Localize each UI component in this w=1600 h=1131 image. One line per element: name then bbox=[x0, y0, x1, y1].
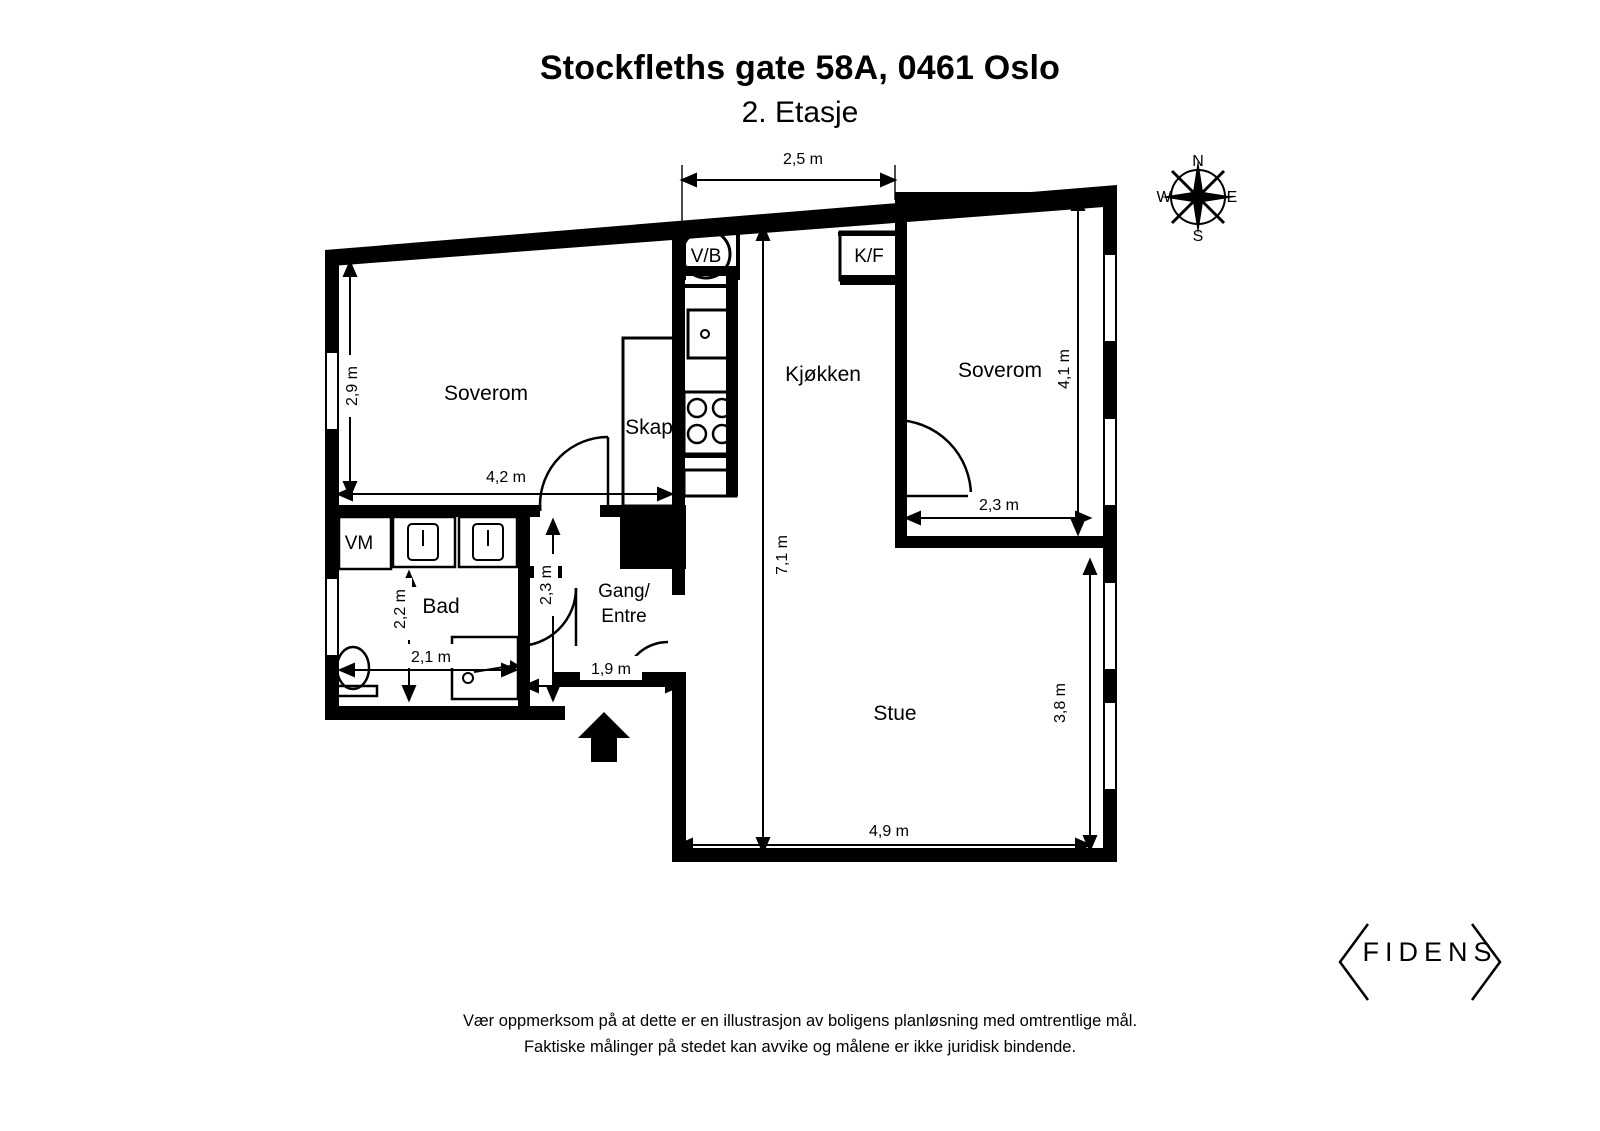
dim-gang-height: 2,3 m bbox=[538, 564, 555, 606]
dim-soverom-ost-height: 4,1 m bbox=[1056, 348, 1073, 390]
brand-name: FIDENS bbox=[1362, 937, 1498, 967]
disclaimer-line-1: Vær oppmerksom på at dette er en illustrasjon av boligens planløsning med omtrentlige mål. bbox=[462, 1012, 1138, 1030]
title-address: Stockfleths gate 58A, 0461 Oslo bbox=[539, 49, 1061, 87]
dim-bad-height: 2,2 m bbox=[392, 588, 409, 630]
dim-bad-width: 2,1 m bbox=[410, 649, 452, 666]
room-label-stue: Stue bbox=[873, 702, 917, 725]
compass-north-label: N bbox=[1192, 153, 1204, 170]
title-floor: 2. Etasje bbox=[741, 96, 859, 129]
room-label-vm: VM bbox=[344, 533, 374, 554]
room-label-vb: V/B bbox=[690, 246, 722, 267]
compass-east-label: E bbox=[1226, 189, 1238, 206]
dim-soverom-ost-width: 2,3 m bbox=[978, 497, 1020, 514]
interior-walls bbox=[325, 192, 1105, 707]
dim-soverom-vest-height: 2,9 m bbox=[344, 365, 361, 407]
compass-rose-icon bbox=[1156, 153, 1237, 245]
disclaimer-line-2: Faktiske målinger på stedet kan avvike og målene er ikke juridisk bindende. bbox=[523, 1038, 1077, 1056]
dim-stue-width: 4,9 m bbox=[868, 823, 910, 840]
room-label-kf: K/F bbox=[854, 246, 884, 267]
compass-south-label: S bbox=[1192, 228, 1204, 245]
entry-arrow-icon bbox=[578, 712, 630, 762]
room-label-kjokken: Kjøkken bbox=[785, 363, 861, 386]
dim-top-width: 2,5 m bbox=[782, 151, 824, 168]
brand bbox=[1330, 905, 1530, 1001]
room-label-gang-entre-line2: Entre bbox=[601, 606, 647, 627]
room-label-skap: Skap bbox=[625, 416, 673, 439]
room-label-gang-entre-line1: Gang/ bbox=[598, 581, 650, 602]
room-label-bad: Bad bbox=[422, 595, 460, 618]
compass-west-label: W bbox=[1156, 189, 1172, 206]
room-label-soverom-vest: Soverom bbox=[443, 382, 529, 405]
room-label-soverom-ost: Soverom bbox=[957, 359, 1043, 382]
dim-soverom-vest-width: 4,2 m bbox=[485, 469, 527, 486]
dim-stue-height: 3,8 m bbox=[1052, 682, 1069, 724]
disclaimer bbox=[0, 1008, 1600, 1060]
dim-gang-width: 1,9 m bbox=[590, 661, 632, 678]
dim-kjokken-stue-height: 7,1 m bbox=[774, 534, 791, 576]
